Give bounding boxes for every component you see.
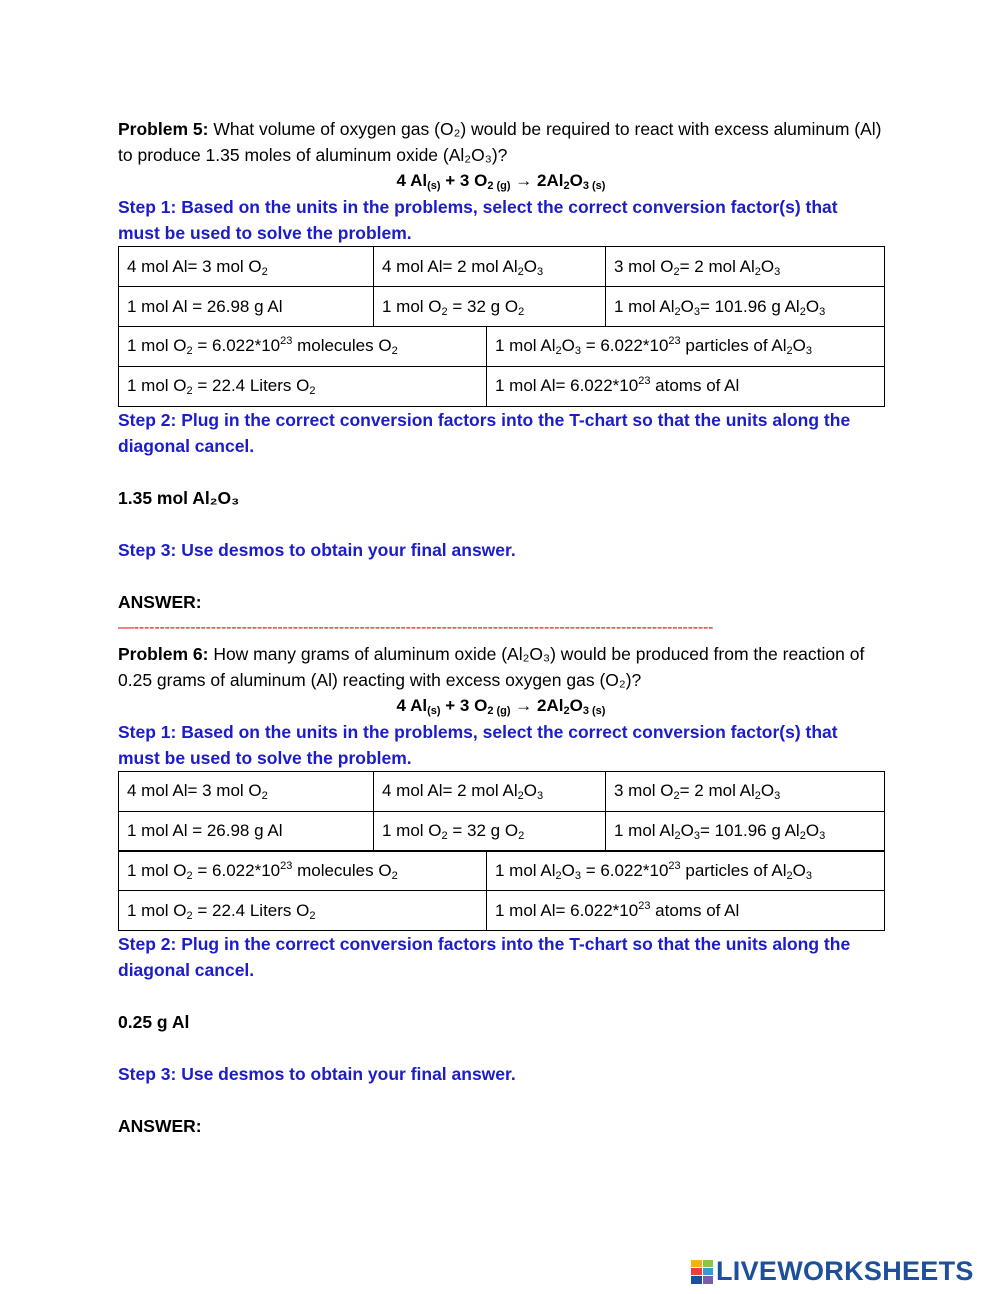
table-row (119, 811, 885, 851)
answer-label: ANSWER: (118, 1116, 202, 1136)
factor-cell[interactable]: 1 mol $O_2 = 32$ g $O_2$ (374, 287, 606, 327)
factor-cell[interactable]: 1 mol $O_2 = 22.4$ Liters $O_2$ (119, 891, 487, 931)
factor-cell[interactable]: 4 mol Al= 3 mol $O_2$ (119, 771, 374, 811)
given-quantity: 0.25 g Al (118, 1012, 190, 1032)
factor-cell[interactable]: 1 mol $Al= 6.022*10^{23}$ atoms of Al (487, 891, 885, 931)
table-row (119, 326, 885, 366)
reaction-equation: 4 $Al_{(s)} + 3$ $O_{2 (g)} \to 2Al_2O_{3 (s)}$ (396, 171, 606, 192)
step-2-instruction: Step 2: Plug in the correct conversion factors into the T-chart so that the units along the diagonal cancel. (118, 934, 851, 980)
conversion-factor-table (118, 246, 884, 407)
answer-label: ANSWER: (118, 591, 202, 612)
step-2-instruction: Step 2: Plug in the correct conversion factors into the T-chart so that the units along the diagonal cancel. (118, 409, 851, 456)
section-divider: —----------------------------------------------------------------------------------------------------------------- (118, 618, 714, 636)
factor-cell[interactable]: 4 mol Al= 2 mol $Al_2O_3$ (374, 247, 606, 287)
factor-cell[interactable]: 3 mol $O_2= 2$ mol $Al_2O_3$ (606, 771, 885, 811)
factor-cell[interactable]: 1 mol Al = 26.98 g Al (119, 287, 374, 327)
factor-cell[interactable]: 1 mol $O_2 = 6.022*10^{23}$ molecules $O_2$ (119, 326, 487, 366)
worksheet-page (118, 116, 884, 1139)
table-row (119, 247, 885, 287)
conversion-factors-top (118, 246, 885, 327)
problem-5 (118, 116, 884, 615)
step-3-instruction: Step 3: Use desmos to obtain your final answer. (118, 1064, 516, 1084)
problem-6-text (118, 641, 884, 693)
conversion-factors-bottom (118, 326, 885, 407)
factor-cell[interactable]: 1 mol $O_2 = 6.022*10^{23}$ molecules $O_2$ (119, 851, 487, 891)
reaction-equation: 4 $Al_{(s)} + 3$ $O_{2 (g)} \to 2Al_2O_{3 (s)}$ (396, 695, 606, 717)
problem-question: What volume of oxygen gas (O₂) would be required to react with excess aluminum (Al) to produce 1.35 moles of aluminum oxide (Al₂O₃)? (118, 119, 882, 165)
liveworksheets-logo (691, 1256, 974, 1287)
problem-6 (118, 641, 884, 1140)
given-quantity: 1.35 mol Al₂O₃ (118, 487, 240, 508)
factor-cell[interactable]: 1 mol Al = 26.98 g Al (119, 811, 374, 851)
conversion-factors-top (118, 771, 885, 852)
problem-question: How many grams of aluminum oxide (Al₂O₃) would be produced from the reaction of 0.25 grams of aluminum (Al) reacting with excess oxygen gas (O₂)? (118, 643, 865, 690)
conversion-factor-table (118, 771, 884, 932)
problem-label: Problem 6: (118, 643, 209, 664)
step-1-instruction: Step 1: Based on the units in the problems, select the correct conversion factor(s) that must be used to solve the problem. (118, 721, 838, 768)
liveworksheets-logo-icon (691, 1260, 713, 1284)
table-row (119, 851, 885, 891)
factor-cell[interactable]: 4 mol Al= 2 mol $Al_2O_3$ (374, 771, 606, 811)
factor-cell[interactable]: 1 mol $Al_2O_3 = 6.022*10^{23}$ particles of $Al_2O_3$ (487, 851, 885, 891)
factor-cell[interactable]: 1 mol $Al= 6.022*10^{23}$ atoms of Al (487, 366, 885, 406)
brand-name: LIVEWORKSHEETS (716, 1256, 974, 1286)
factor-cell[interactable]: 1 mol $Al_2O_3 = 6.022*10^{23}$ particles of $Al_2O_3$ (487, 326, 885, 366)
factor-cell[interactable]: 3 mol $O_2= 2$ mol $Al_2O_3$ (606, 247, 885, 287)
factor-cell[interactable]: 1 mol $O_2 = 32$ g $O_2$ (374, 811, 606, 851)
problem-label: Problem 5: (118, 119, 209, 139)
factor-cell[interactable]: 1 mol $Al_2O_3= 101.96$ g $Al_2O_3$ (606, 287, 885, 327)
conversion-factors-bottom (118, 850, 885, 931)
factor-cell[interactable]: 4 mol Al= 3 mol $O_2$ (119, 247, 374, 287)
problem-5-text (118, 116, 884, 168)
table-row (119, 366, 885, 406)
table-row (119, 891, 885, 931)
table-row (119, 287, 885, 327)
factor-cell[interactable]: 1 mol $Al_2O_3= 101.96$ g $Al_2O_3$ (606, 811, 885, 851)
table-row (119, 771, 885, 811)
step-3-instruction: Step 3: Use desmos to obtain your final answer. (118, 539, 516, 560)
factor-cell[interactable]: 1 mol $O_2 = 22.4$ Liters $O_2$ (119, 366, 487, 406)
step-1-instruction: Step 1: Based on the units in the problems, select the correct conversion factor(s) that must be used to solve the problem. (118, 197, 838, 243)
